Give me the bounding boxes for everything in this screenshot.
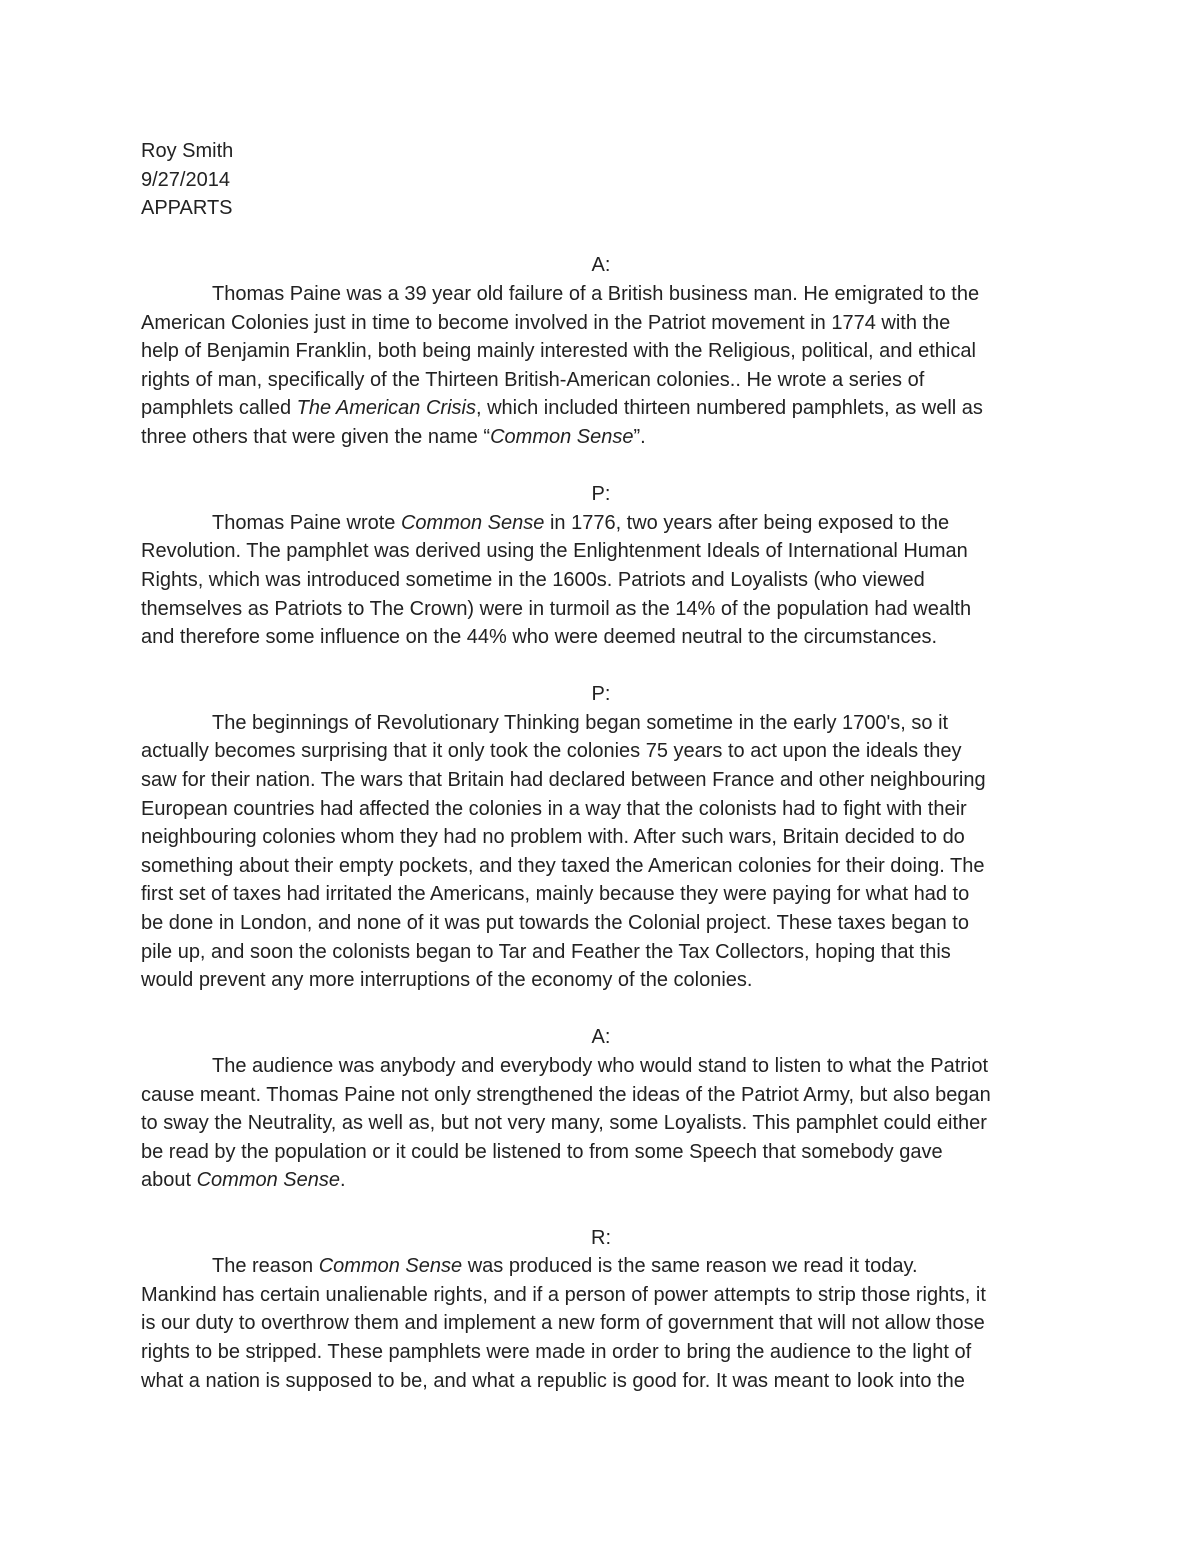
text-run: Revolution. The pamphlet was derived using the Enlightenment Ideals of International Human bbox=[141, 540, 968, 563]
text-run: rights to be stripped. These pamphlets were made in order to bring the audience to the light of bbox=[141, 1340, 972, 1363]
text-line bbox=[141, 880, 1061, 909]
section-heading: A: bbox=[591, 1026, 611, 1049]
text-line bbox=[141, 623, 1061, 652]
text-run: saw for their nation. The wars that Britain had declared between France and other neighbouring bbox=[141, 769, 986, 792]
text-line bbox=[141, 337, 1061, 366]
text-run: to sway the Neutrality, as well as, but not very many, some Loyalists. This pamphlet could either bbox=[141, 1112, 987, 1135]
text-line bbox=[141, 423, 1061, 452]
text-line bbox=[141, 537, 1061, 566]
text-run: Thomas Paine wrote bbox=[212, 511, 401, 534]
spacer bbox=[141, 452, 1061, 481]
text-line bbox=[141, 566, 1061, 595]
text-run: was produced is the same reason we read it today. bbox=[462, 1255, 918, 1278]
italic-title: Common Sense bbox=[400, 511, 545, 534]
text-line bbox=[141, 394, 1061, 423]
text-line bbox=[141, 795, 1061, 824]
text-line bbox=[141, 709, 1061, 738]
text-run: be read by the population or it could be listened to from some Speech that somebody gave bbox=[141, 1140, 943, 1163]
text-line bbox=[141, 366, 1061, 395]
text-line bbox=[141, 938, 1061, 967]
text-line bbox=[141, 509, 1061, 538]
section-heading: R: bbox=[591, 1226, 611, 1249]
text-line bbox=[141, 966, 1061, 995]
section bbox=[141, 680, 1061, 995]
italic-title: Common Sense bbox=[196, 1169, 341, 1192]
text-line bbox=[141, 766, 1061, 795]
text-run: ”. bbox=[633, 425, 646, 448]
text-run: first set of taxes had irritated the Americans, mainly because they were paying for what had to bbox=[141, 883, 970, 906]
text-run: about bbox=[141, 1169, 197, 1192]
text-run: . bbox=[340, 1169, 346, 1192]
text-line bbox=[141, 1252, 1061, 1281]
document-date: 9/27/2014 bbox=[141, 168, 230, 191]
text-line bbox=[141, 852, 1061, 881]
text-run: is our duty to overthrow them and implement a new form of government that will not allow those bbox=[141, 1312, 985, 1335]
text-run: pile up, and soon the colonists began to Tar and Feather the Tax Collectors, hoping that this bbox=[141, 940, 951, 963]
text-run: would prevent any more interruptions of the economy of the colonies. bbox=[141, 969, 753, 992]
text-run: and therefore some influence on the 44% who were deemed neutral to the circumstances. bbox=[141, 626, 938, 649]
document-title: APPARTS bbox=[141, 197, 233, 220]
text-run: The reason bbox=[212, 1255, 319, 1278]
section bbox=[141, 1023, 1061, 1195]
spacer bbox=[141, 1195, 1061, 1224]
text-run: in 1776, two years after being exposed to the bbox=[544, 511, 950, 534]
text-line bbox=[141, 1081, 1061, 1110]
spacer bbox=[141, 652, 1061, 681]
text-line bbox=[141, 823, 1061, 852]
text-line bbox=[141, 1138, 1061, 1167]
section-heading: P: bbox=[591, 483, 611, 506]
text-line bbox=[141, 1338, 1061, 1367]
text-line bbox=[141, 1367, 1061, 1396]
text-run: three others that were given the name “ bbox=[141, 425, 491, 448]
section bbox=[141, 1224, 1061, 1396]
text-run: European countries had affected the colonies in a way that the colonists had to fight with their bbox=[141, 797, 967, 820]
italic-title: Common Sense bbox=[318, 1255, 463, 1278]
section bbox=[141, 251, 1061, 451]
text-line bbox=[141, 309, 1061, 338]
section bbox=[141, 480, 1061, 652]
text-line bbox=[141, 1052, 1061, 1081]
text-run: neighbouring colonies whom they had no problem with. After such wars, Britain decided to do bbox=[141, 826, 965, 849]
text-run: pamphlets called bbox=[141, 397, 297, 420]
text-run: actually becomes surprising that it only took the colonies 75 years to act upon the ideals they bbox=[141, 740, 962, 763]
text-run: help of Benjamin Franklin, both being mainly interested with the Religious, political, and ethical bbox=[141, 340, 976, 363]
text-run: , which included thirteen numbered pamphlets, as well as bbox=[475, 397, 983, 420]
spacer bbox=[141, 995, 1061, 1024]
text-run: Thomas Paine was a 39 year old failure of a British business man. He emigrated to the bbox=[212, 282, 980, 305]
text-line bbox=[141, 1109, 1061, 1138]
text-line bbox=[141, 595, 1061, 624]
text-line bbox=[141, 1166, 1061, 1195]
text-run: Rights, which was introduced sometime in the 1600s. Patriots and Loyalists (who viewed bbox=[141, 568, 925, 591]
text-run: be done in London, and none of it was put towards the Colonial project. These taxes began to bbox=[141, 912, 969, 935]
text-run: themselves as Patriots to The Crown) were in turmoil as the 14% of the population had wealth bbox=[141, 597, 972, 620]
text-line bbox=[141, 1309, 1061, 1338]
text-run: The beginnings of Revolutionary Thinking began sometime in the early 1700's, so it bbox=[212, 711, 949, 734]
author-name: Roy Smith bbox=[141, 140, 234, 162]
spacer bbox=[141, 223, 1061, 252]
document-page bbox=[141, 137, 1061, 1395]
text-run: cause meant. Thomas Paine not only strengthened the ideas of the Patriot Army, but also began bbox=[141, 1083, 991, 1106]
document-body bbox=[141, 251, 1061, 1395]
text-run: rights of man, specifically of the Thirteen British-American colonies.. He wrote a series of bbox=[141, 368, 925, 391]
text-run: American Colonies just in time to become involved in the Patriot movement in 1774 with the bbox=[141, 311, 951, 334]
text-run: what a nation is supposed to be, and what a republic is good for. It was meant to look into the bbox=[141, 1369, 965, 1392]
italic-title: The American Crisis bbox=[296, 397, 476, 420]
text-run: The audience was anybody and everybody who would stand to listen to what the Patriot bbox=[212, 1055, 989, 1077]
text-line bbox=[141, 280, 1061, 309]
section-heading: A: bbox=[591, 254, 611, 277]
text-line bbox=[141, 1281, 1061, 1310]
italic-title: Common Sense bbox=[490, 425, 634, 448]
text-line bbox=[141, 737, 1061, 766]
text-run: Mankind has certain unalienable rights, and if a person of power attempts to strip those rights, it bbox=[141, 1283, 986, 1306]
text-line bbox=[141, 909, 1061, 938]
text-run: something about their empty pockets, and they taxed the American colonies for their doing. The bbox=[141, 854, 985, 877]
section-heading: P: bbox=[591, 683, 611, 706]
